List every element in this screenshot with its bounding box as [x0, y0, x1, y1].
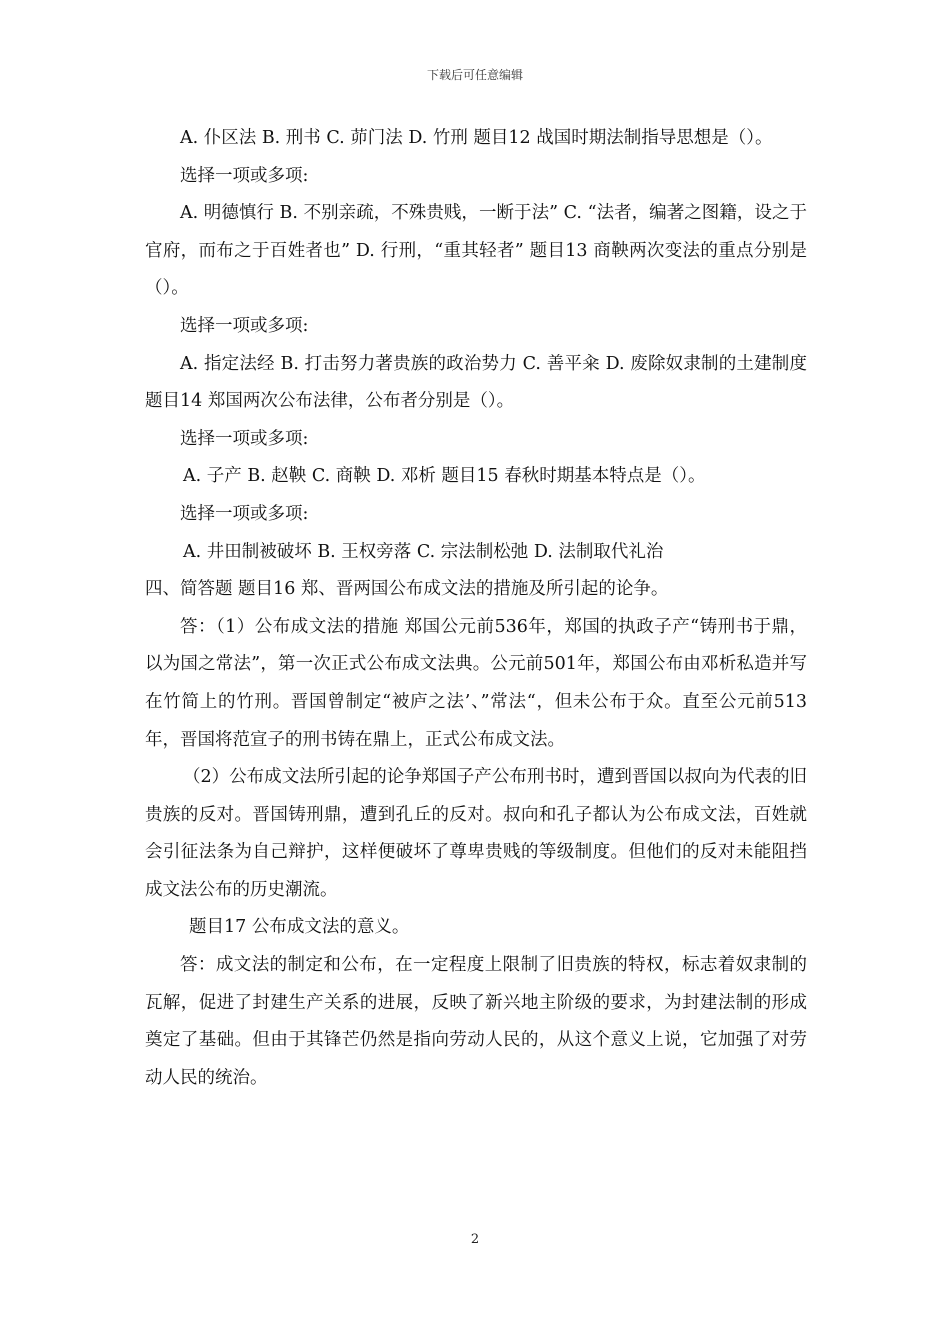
answer-17: 答：成文法的制定和公布，在一定程度上限制了旧贵族的特权，标志着奴隶制的瓦解，促进了封建生产关系的进展，反映了新兴地主阶级的要求，为封建法制的形成奠定了基础。但由于其锋芒仍然是指向劳动人民的，从这个意义上说，它加强了对劳动人民的统治。	[145, 955, 807, 1088]
question-15-options: A. 子产 B. 赵鞅 C. 商鞅 D. 邓析 题目15 春秋时期基本特点是（）。	[183, 466, 706, 487]
select-prompt: 选择一项或多项:	[180, 165, 309, 186]
question-13-options: A. 明德慎行 B. 不别亲疏，不殊贵贱，一断于法” C. “法者，编著之图籍，设之于官府，而布之于百姓者也” D. 行刑，“重其轻者” 题目13 商鞅两次变法的重点分别是（）。	[145, 203, 807, 299]
page-header: 下载后可任意编辑	[426, 68, 523, 82]
page-number: 2	[470, 1232, 480, 1247]
question-12-options: A. 仆区法 B. 刑书 C. 茆门法 D. 竹刑 题目12 战国时期法制指导思想是（）。	[180, 128, 773, 148]
question-14-options: A. 指定法经 B. 打击努力著贵族的政治势力 C. 善平籴 D. 废除奴隶制的土建制度 题目14 郑国两次公布法律，公布者分别是（）。	[145, 353, 807, 412]
select-prompt: 选择一项或多项:	[180, 315, 309, 336]
question-17: 题目17 公布成文法的意义。	[189, 917, 410, 938]
section-heading-short-answer: 四、简答题 题目16 郑、晋两国公布成文法的措施及所引起的论争。	[145, 579, 669, 600]
answer-16-part-2: （2）公布成文法所引起的论争郑国子产公布刑书时，遭到晋国以叔向为代表的旧贵族的反对。晋国铸刑鼎，遭到孔丘的反对。叔向和孔子都认为公布成文法，百姓就会引征法条为自己辩护，这样便破坏了尊卑贵贱的等级制度。但他们的反对未能阻挡成文法公布的历史潮流。	[145, 767, 807, 900]
document-body	[145, 120, 807, 1097]
select-prompt: 选择一项或多项:	[180, 428, 309, 449]
question-15-answers: A. 井田制被破坏 B. 王权旁落 C. 宗法制松弛 D. 法制取代礼治	[183, 541, 664, 562]
answer-16-part-1: 答：（1）公布成文法的措施 郑国公元前536年，郑国的执政子产“铸刑书于鼎，以为国之常法”，第一次正式公布成文法典。公元前501年，郑国公布由邓析私造并写在竹简上的竹刑。晋国曾制定“被庐之法’、”常法“，但未公布于众。直至公元前513年，晋国将范宣子的刑书铸在鼎上，正式公布成文法。	[145, 616, 807, 750]
select-prompt: 选择一项或多项:	[180, 503, 309, 524]
